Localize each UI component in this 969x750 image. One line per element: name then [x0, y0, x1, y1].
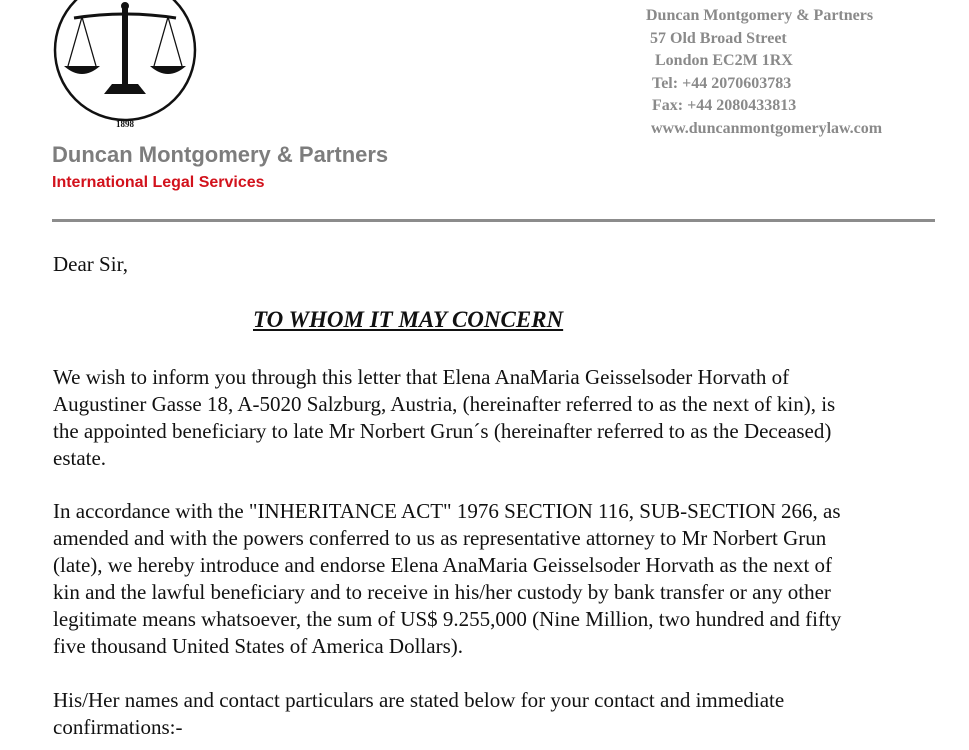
- paragraph-line: the appointed beneficiary to late Mr Norbert Grun´s (hereinafter referred to as the Deceased): [53, 419, 832, 443]
- paragraph-line: In accordance with the "INHERITANCE ACT" 1976 SECTION 116, SUB-SECTION 266, as: [53, 499, 841, 523]
- brand-name: Duncan Montgomery & Partners: [52, 142, 389, 167]
- firm-address-block: [646, 5, 882, 141]
- paragraph-line: kin and the lawful beneficiary and to receive in his/her custody by bank transfer or any other: [53, 580, 831, 604]
- letter-subject: TO WHOM IT MAY CONCERN: [253, 307, 564, 332]
- paragraph-line: amended and with the powers conferred to us as representative attorney to Mr Norbert Grun: [53, 526, 827, 550]
- brand-tagline: International Legal Services: [52, 174, 265, 191]
- logo-year: 1898: [116, 119, 134, 129]
- paragraph-contact-particulars: [53, 687, 784, 741]
- firm-street: 57 Old Broad Street: [650, 29, 787, 47]
- paragraph-line: confirmations:-: [53, 715, 183, 739]
- firm-fax: Fax: +44 2080433813: [652, 97, 797, 115]
- paragraph-line: We wish to inform you through this letter that Elena AnaMaria Geisselsoder Horvath of: [53, 365, 790, 389]
- salutation: Dear Sir,: [53, 252, 128, 276]
- paragraph-line: estate.: [53, 446, 107, 470]
- paragraph-inheritance-act: [53, 498, 841, 660]
- firm-city: London EC2M 1RX: [655, 52, 793, 70]
- scales-of-justice-logo: [50, 0, 200, 130]
- paragraph-line: five thousand United States of America Dollars).: [53, 634, 463, 658]
- paragraph-beneficiary: [53, 364, 835, 472]
- firm-telephone: Tel: +44 2070603783: [652, 74, 792, 92]
- paragraph-line: legitimate means whatsoever, the sum of US$ 9.255,000 (Nine Million, two hundred and fifty: [53, 607, 842, 631]
- firm-header-name: Duncan Montgomery & Partners: [646, 7, 874, 24]
- header-divider: [52, 219, 935, 222]
- paragraph-line: (late), we hereby introduce and endorse Elena AnaMaria Geisselsoder Horvath as the next of: [53, 553, 833, 577]
- paragraph-line: Augustiner Gasse 18, A-5020 Salzburg, Austria, (hereinafter referred to as the next of kin), is: [53, 392, 836, 416]
- firm-website: www.duncanmontgomerylaw.com: [651, 119, 883, 137]
- paragraph-line: His/Her names and contact particulars are stated below for your contact and immediate: [53, 688, 785, 712]
